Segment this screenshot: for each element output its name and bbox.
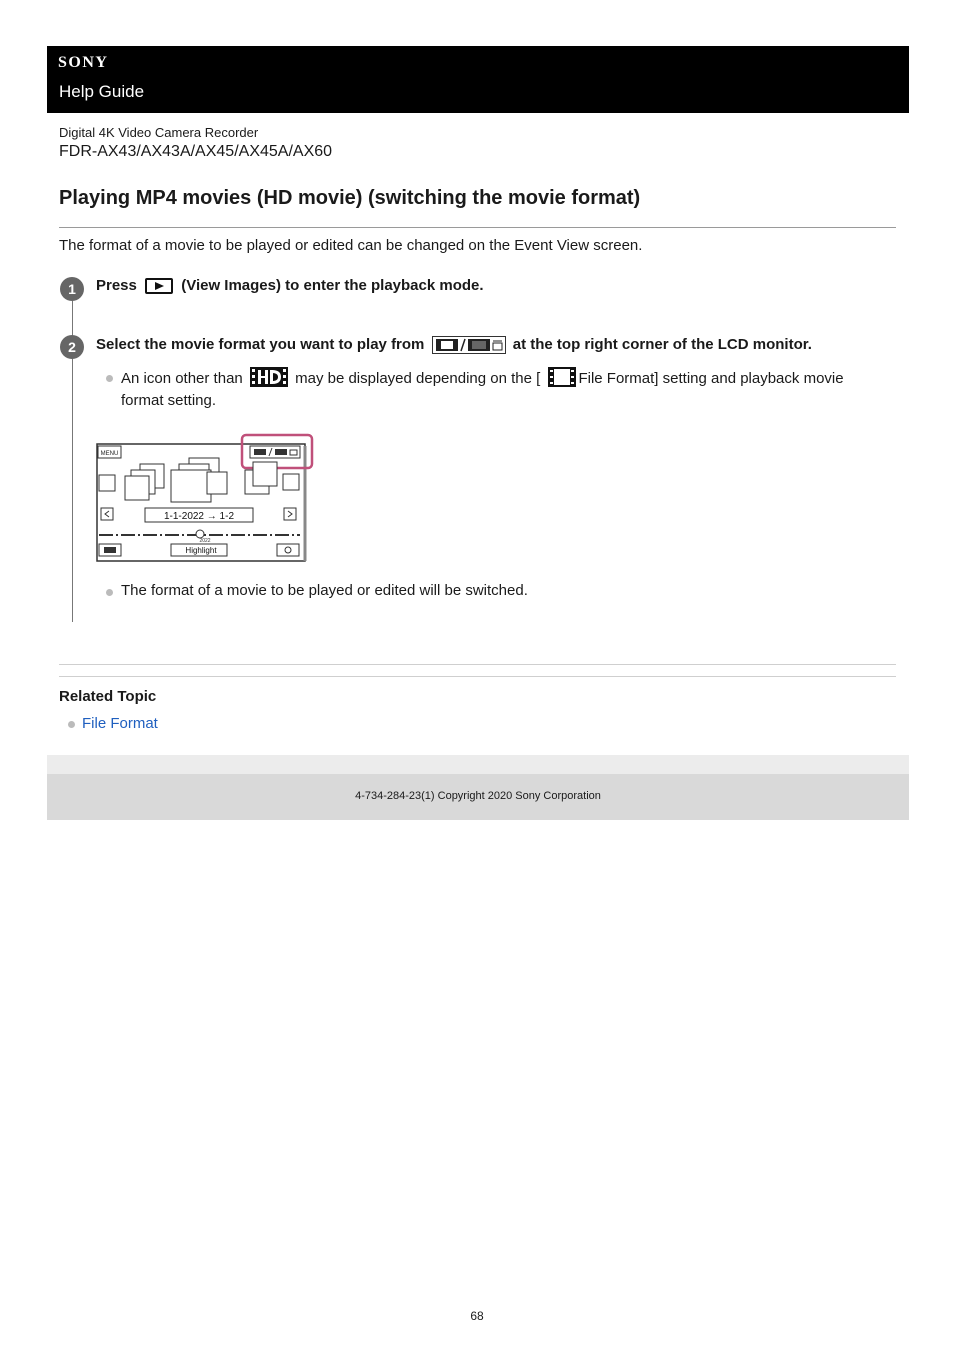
step-2-text-before: Select the movie format you want to play from [96,336,425,353]
note-1-bullet [106,375,113,382]
step-2-number: 2 [60,335,84,359]
related-link-bullet [68,721,75,728]
section-divider-2 [59,676,896,677]
screen-menu-label: MENU [100,451,119,457]
sony-logo: SONY [58,54,109,71]
screen-year-label: 2022 [199,538,211,544]
section-divider-1 [59,664,896,665]
title-divider [59,227,896,228]
note-1-part-2: may be displayed depending on the [ [295,370,541,387]
step-2-text-after: at the top right corner of the LCD monitor. [512,336,812,353]
event-view-screen-illustration [95,432,315,564]
screen-date-range: 1-1-2022 → 1-2 [163,511,235,522]
note-1-text [121,367,881,412]
note-1-part-1: An icon other than [121,370,243,387]
help-guide-label: Help Guide [59,82,145,101]
intro-text: The format of a movie to be played or edited can be changed on the Event View screen. [59,237,643,254]
movie-format-icon [432,336,506,354]
step-1-number: 1 [60,277,84,301]
screen-highlight-button: Highlight [185,546,217,555]
product-type: Digital 4K Video Camera Recorder [59,125,259,140]
header-bar [47,46,909,113]
note-2-text: The format of a movie to be played or edited will be switched. [121,582,528,599]
footer-spacer [47,755,909,774]
step-1-text-before: Press [96,277,137,294]
related-topic-heading: Related Topic [59,688,157,705]
view-images-icon [145,278,173,294]
step-2-text [96,336,812,354]
page-title: Playing MP4 movies (HD movie) (switching the movie format) [59,187,641,209]
model-list: FDR-AX43/AX43A/AX45/AX45A/AX60 [59,143,333,160]
footer-copyright: 4-734-284-23(1) Copyright 2020 Sony Corporation [47,774,909,820]
file-format-link[interactable]: File Format [82,715,158,732]
film-icon [547,367,577,387]
step-1-text-after: (View Images) to enter the playback mode. [181,277,484,294]
step-1-text [96,277,484,294]
note-2-bullet [106,589,113,596]
page-number: 68 [470,1309,484,1323]
note-1-part-3: File Format] setting and playback movie format setting. [121,370,844,409]
hd-movie-icon [250,367,288,387]
